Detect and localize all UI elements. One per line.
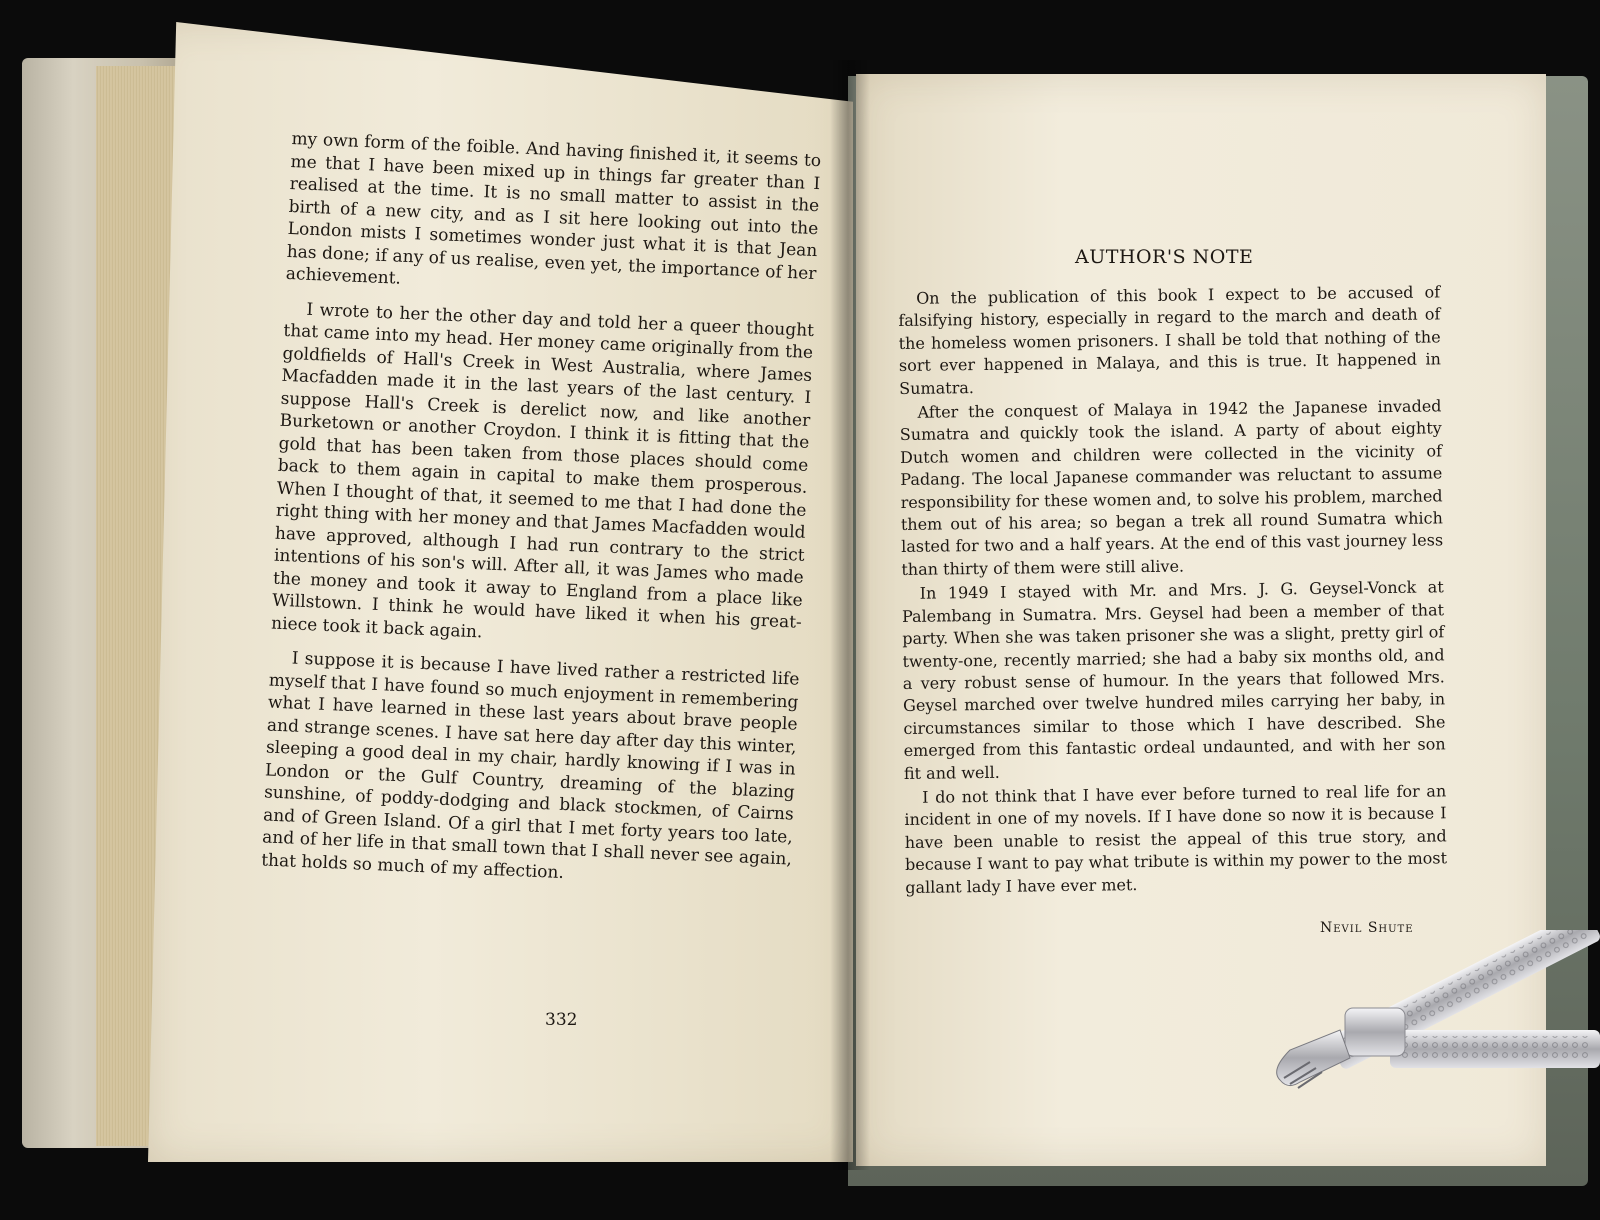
authors-note-title: AUTHOR'S NOTE [1075, 246, 1254, 268]
left-page-text [260, 128, 821, 906]
left-paragraph: my own form of the foible. And having finished it, it seems to me that I have been mixed up in things far greater than I realised at the time. It is no small matter to assist in the birth of a new city, and as I sit here looking out into the London mists I sometimes wonder just what it is that Jean has done; if any of us realise, even yet, the importance of her achievement. [285, 128, 822, 289]
right-paragraph: On the publication of this book I expect to be accused of falsifying history, especially in regard to the march and death of the homeless women prisoners. I shall be told that nothing of the sort ever happened in Malaya, and this is true. It happened in Sumatra. [898, 282, 1442, 398]
silver-bookmark-clip [1270, 930, 1600, 1100]
page-number: 332 [545, 1010, 578, 1030]
author-signature: Nevil Shute [1320, 920, 1414, 936]
left-paragraph: I suppose it is because I have lived rather a restricted life myself that I have found so much enjoyment in remembering what I have learned in these last years about brave people and strange scenes. I have sat here day after day this winter, sleeping a good deal in my chair, hardly knowing if I was in London or the Gulf Country, dreaming of the blazing sunshine, of poddy-dodging and black stockmen, of Cairns and of Green Island. Of a girl that I met forty years too late, and of her life in that small town that I shall never see again, that holds so much of my affection. [260, 648, 800, 883]
right-paragraph: In 1949 I stayed with Mr. and Mrs. J. G. Geysel-Vonck at Palembang in Sumatra. Mrs. Geysel had been a member of that party. When she was taken prisoner she was a slight, pretty girl of twenty-one, recently married; she had a baby six months old, and a very robust sense of humour. In the years that followed Mrs. Geysel marched over twelve hundred miles carrying her baby, in circumstances similar to those which I have described. She emerged from this fantastic ordeal undaunted, and with her son fit and well. [901, 577, 1446, 783]
right-page-text [898, 281, 1447, 901]
left-paragraph: I wrote to her the other day and told her a queer thought that came into my head. Her money came originally from the goldfields of Hall's Creek in West Australia, where James Macfadden made it in the last years of the last century. I suppose Hall's Creek is derelict now, and like another Burketown or another Croydon. I think it is fitting that the gold that has been taken from those places should come back to them again in capital to make them prosperous. When I thought of that, it seemed to me that I had done the right thing with her money and that James Macfadden would have approved, although I had run contrary to the strict intentions of his son's will. After all, it was James who made the money and took it away to England from a place like Willstown. I think he would have liked it when his great-niece took it back again. [270, 299, 815, 642]
right-paragraph: I do not think that I have ever before turned to real life for an incident in one of my novels. If I have done so now it is because I have been unable to resist the appeal of this true story, and because I want to pay what tribute is within my power to the most gallant lady I have ever met. [904, 781, 1448, 897]
right-paragraph: After the conquest of Malaya in 1942 the Japanese invaded Sumatra and quickly took the island. A party of about eighty Dutch women and children were collected in the vicinity of Padang. The local Japanese commander was reluctant to assume responsibility for these women and, to solve his problem, marched them out of his area; so began a trek all round Sumatra which lasted for two and a half years. At the end of this vast journey less than thirty of them were still alive. [899, 396, 1444, 579]
book-gutter [830, 60, 870, 1170]
